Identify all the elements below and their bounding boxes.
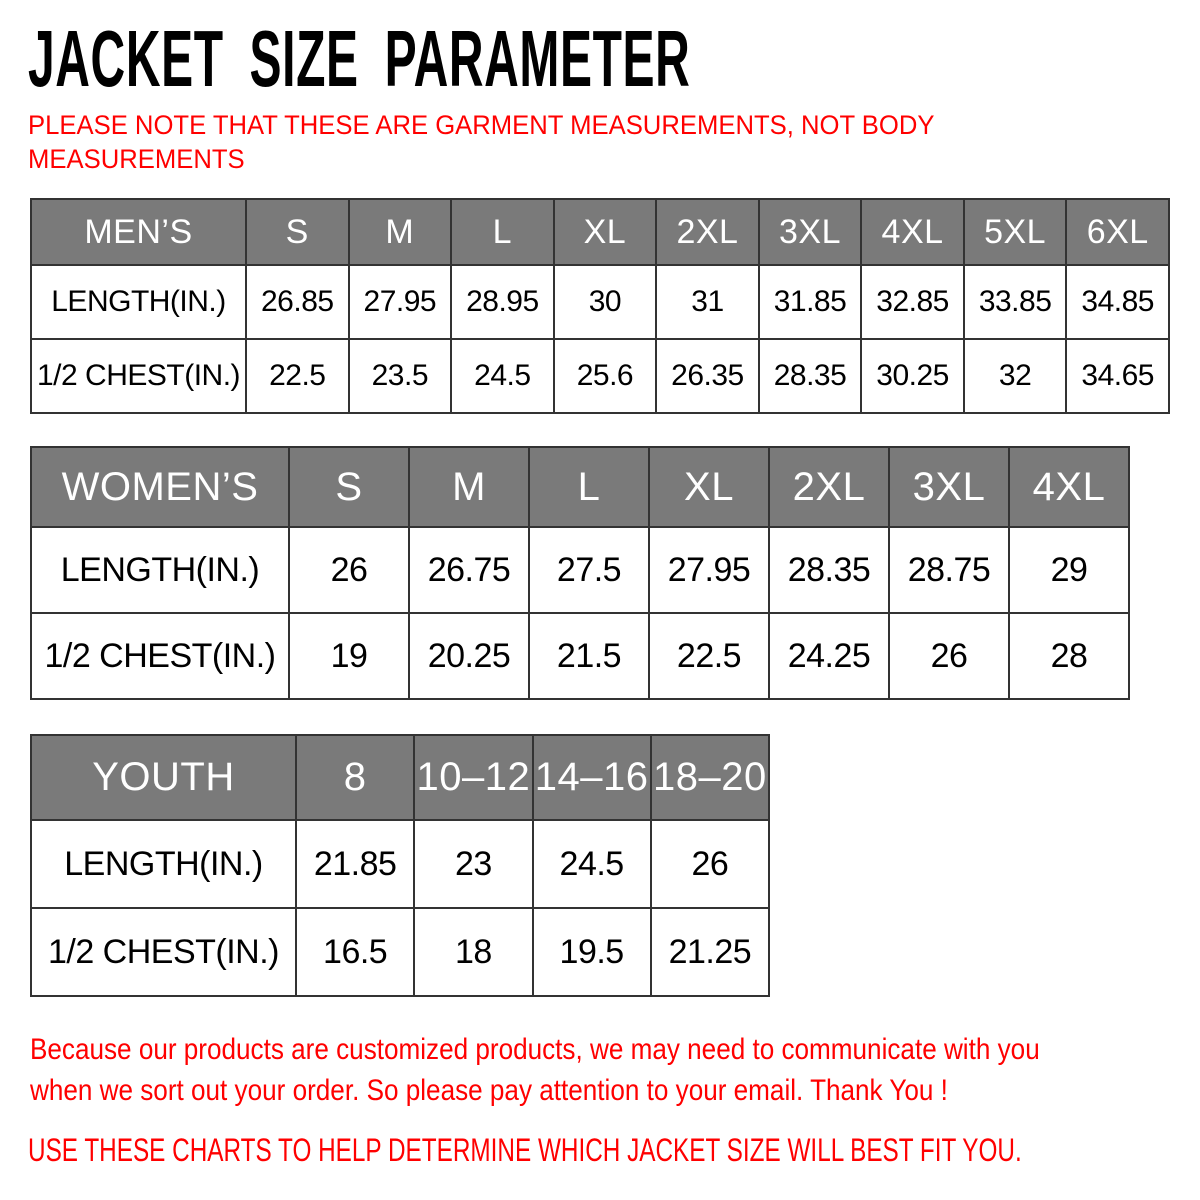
youth-size-table (30, 734, 770, 997)
womens-size-header-cell: M (409, 447, 529, 527)
youth-size-header-cell: 10–12 (414, 735, 532, 820)
page-title: JACKET SIZE PARAMETER (28, 14, 691, 103)
mens-value-cell: 24.5 (451, 339, 554, 413)
garment-measurement-note (28, 108, 1200, 176)
mens-size-header-cell: 3XL (759, 199, 862, 265)
youth-value-cell: 23 (414, 820, 532, 908)
mens-size-header-cell: XL (554, 199, 657, 265)
womens-size-header-cell: 4XL (1009, 447, 1129, 527)
mens-value-cell: 25.6 (554, 339, 657, 413)
youth-measurement-row (31, 820, 769, 908)
womens-value-cell: 29 (1009, 527, 1129, 613)
mens-value-cell: 26.35 (656, 339, 759, 413)
mens-value-cell: 33.85 (964, 265, 1067, 339)
youth-size-header-cell: 14–16 (533, 735, 651, 820)
youth-table-label: YOUTH (31, 735, 296, 820)
womens-measurement-row (31, 613, 1129, 699)
customization-notice-line-1: Because our products are customized products, we may need to communicate with you (30, 1033, 1040, 1066)
youth-header-row (31, 735, 769, 820)
mens-header-row (31, 199, 1169, 265)
mens-value-cell: 31 (656, 265, 759, 339)
womens-value-cell: 26 (889, 613, 1009, 699)
mens-value-cell: 32 (964, 339, 1067, 413)
youth-value-cell: 24.5 (533, 820, 651, 908)
womens-row-label-cell: LENGTH(IN.) (31, 527, 289, 613)
youth-row-label-cell: 1/2 CHEST(IN.) (31, 908, 296, 996)
youth-value-cell: 21.85 (296, 820, 414, 908)
mens-value-cell: 28.35 (759, 339, 862, 413)
mens-value-cell: 30 (554, 265, 657, 339)
womens-value-cell: 28.35 (769, 527, 889, 613)
womens-row-label-cell: 1/2 CHEST(IN.) (31, 613, 289, 699)
womens-value-cell: 26 (289, 527, 409, 613)
mens-value-cell: 22.5 (246, 339, 349, 413)
mens-table-label: MEN’S (31, 199, 246, 265)
youth-row-label-cell: LENGTH(IN.) (31, 820, 296, 908)
youth-value-cell: 19.5 (533, 908, 651, 996)
womens-size-header-cell: XL (649, 447, 769, 527)
youth-value-cell: 18 (414, 908, 532, 996)
note-line-2: MEASUREMENTS (28, 144, 245, 174)
mens-value-cell: 30.25 (861, 339, 964, 413)
mens-value-cell: 34.85 (1066, 265, 1169, 339)
womens-value-cell: 28 (1009, 613, 1129, 699)
womens-size-header-cell: 2XL (769, 447, 889, 527)
mens-size-header-cell: 4XL (861, 199, 964, 265)
youth-size-header-cell: 8 (296, 735, 414, 820)
mens-value-cell: 32.85 (861, 265, 964, 339)
mens-size-table (30, 198, 1170, 414)
mens-value-cell: 28.95 (451, 265, 554, 339)
mens-value-cell: 27.95 (349, 265, 452, 339)
youth-size-header-cell: 18–20 (651, 735, 769, 820)
mens-size-header-cell: S (246, 199, 349, 265)
womens-value-cell: 19 (289, 613, 409, 699)
womens-value-cell: 28.75 (889, 527, 1009, 613)
womens-value-cell: 27.95 (649, 527, 769, 613)
mens-value-cell: 31.85 (759, 265, 862, 339)
womens-value-cell: 22.5 (649, 613, 769, 699)
mens-value-cell: 23.5 (349, 339, 452, 413)
mens-value-cell: 26.85 (246, 265, 349, 339)
womens-size-header-cell: S (289, 447, 409, 527)
size-tables (0, 198, 1200, 997)
youth-value-cell: 21.25 (651, 908, 769, 996)
womens-value-cell: 27.5 (529, 527, 649, 613)
note-line-1: PLEASE NOTE THAT THESE ARE GARMENT MEASUREMENTS, NOT BODY (28, 110, 935, 140)
youth-measurement-row (31, 908, 769, 996)
youth-value-cell: 26 (651, 820, 769, 908)
womens-size-table (30, 446, 1130, 700)
womens-size-header-cell: L (529, 447, 649, 527)
customization-notice-line-2: when we sort out your order. So please pay attention to your email. Thank You ! (30, 1074, 948, 1107)
womens-table-label: WOMEN’S (31, 447, 289, 527)
womens-value-cell: 20.25 (409, 613, 529, 699)
mens-row-label-cell: 1/2 CHEST(IN.) (31, 339, 246, 413)
womens-value-cell: 21.5 (529, 613, 649, 699)
womens-size-header-cell: 3XL (889, 447, 1009, 527)
mens-size-header-cell: L (451, 199, 554, 265)
mens-size-header-cell: 2XL (656, 199, 759, 265)
youth-value-cell: 16.5 (296, 908, 414, 996)
mens-measurement-row (31, 339, 1169, 413)
mens-size-header-cell: 6XL (1066, 199, 1169, 265)
mens-size-header-cell: M (349, 199, 452, 265)
mens-value-cell: 34.65 (1066, 339, 1169, 413)
customization-notice (30, 1029, 1200, 1111)
womens-value-cell: 26.75 (409, 527, 529, 613)
womens-measurement-row (31, 527, 1129, 613)
chart-usage-hint: USE THESE CHARTS TO HELP DETERMINE WHICH JACKET SIZE WILL BEST FIT YOU. (28, 1132, 1022, 1168)
womens-header-row (31, 447, 1129, 527)
womens-value-cell: 24.25 (769, 613, 889, 699)
mens-measurement-row (31, 265, 1169, 339)
mens-size-header-cell: 5XL (964, 199, 1067, 265)
mens-row-label-cell: LENGTH(IN.) (31, 265, 246, 339)
